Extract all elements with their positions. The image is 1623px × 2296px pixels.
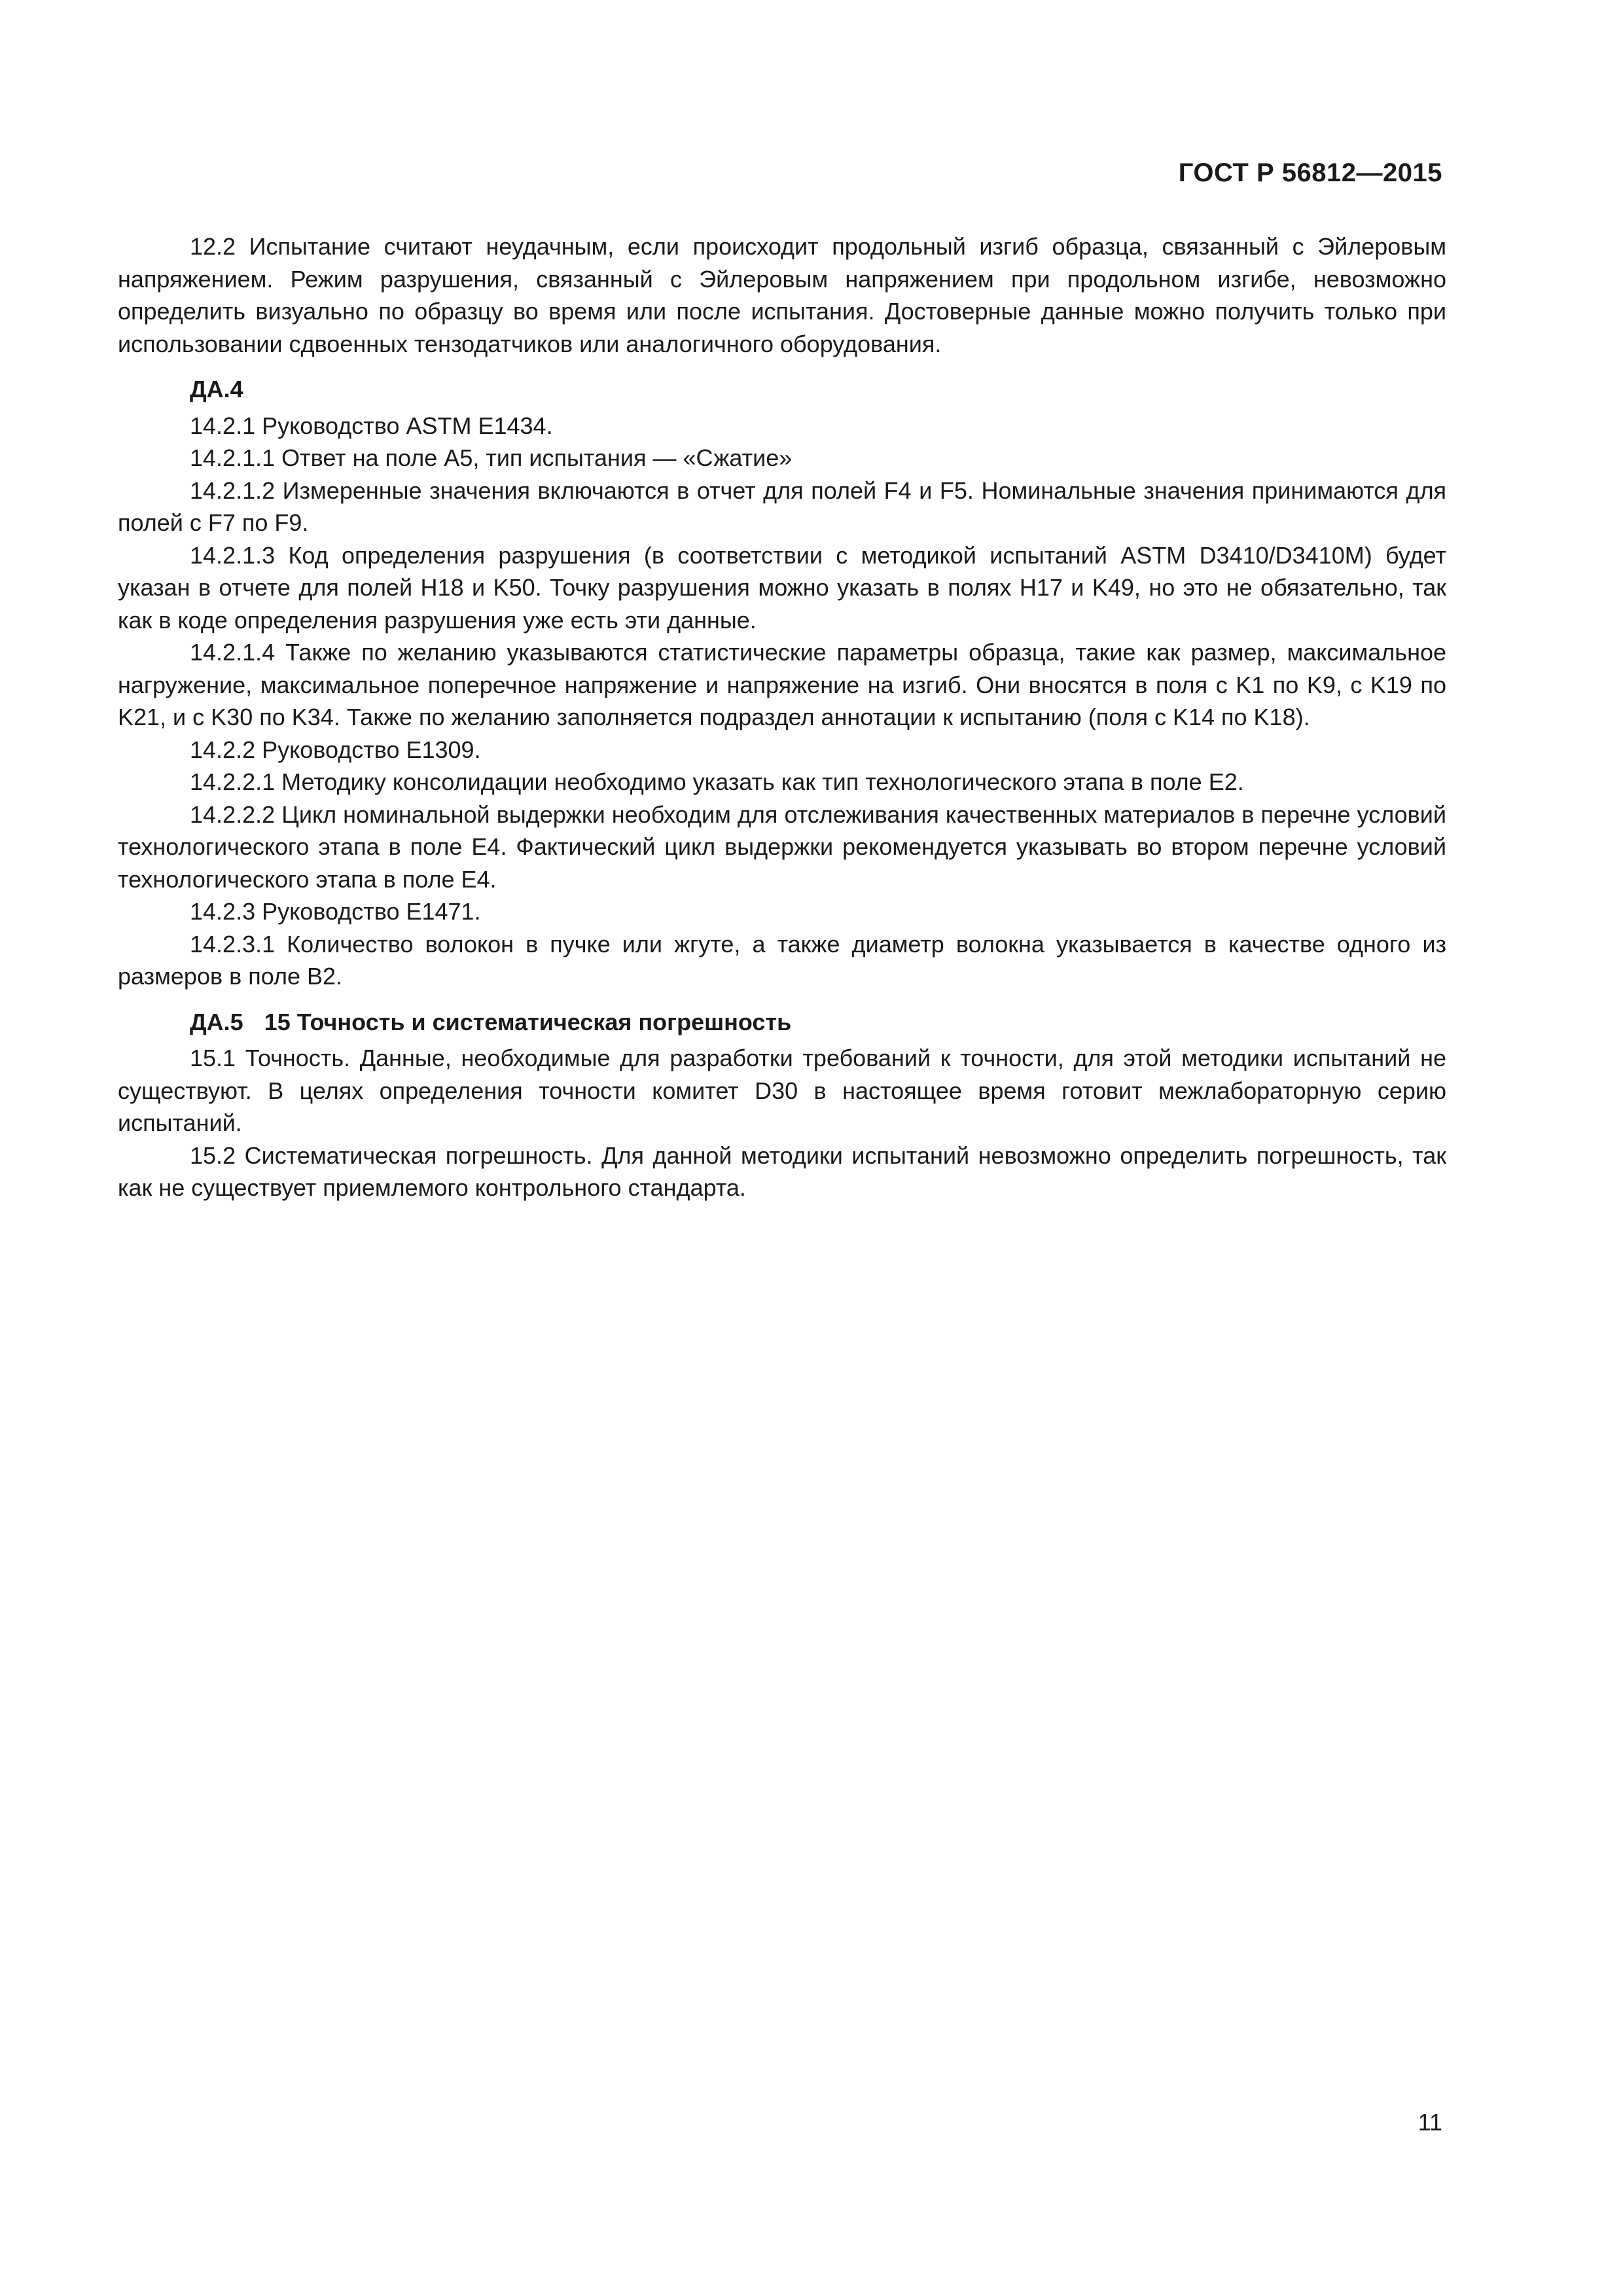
paragraph-14-2-1-1: 14.2.1.1 Ответ на поле А5, тип испытания — «Сжатие» [190, 444, 793, 471]
page-number: 11 [1418, 2109, 1442, 2136]
section-heading-da5 [118, 1006, 1446, 1039]
paragraph-15-1: 15.1 Точность. Данные, необходимые для разработки требований к точности, для этой методики испытаний не существуют. В целях определения точности комитет D30 в настоящее время готовит межлабораторную серию испытаний. [118, 1045, 1446, 1136]
section-label: ДА.5 [190, 1008, 243, 1035]
paragraph-14-2-3: 14.2.3 Руководство E1471. [190, 898, 481, 925]
paragraph-12-2: 12.2 Испытание считают неудачным, если происходит продольный изгиб образца, связанный с Эйлеровым напряжением. Режим разрушения, связанный с Эйлеровым напряжением при продольном изгибе, невозможно определить визуально по образцу во время или после испытания. Достоверные данные можно получить только при использовании сдвоенных тензодатчиков или аналогичного оборудования. [118, 233, 1446, 357]
paragraph-14-2-1-4: 14.2.1.4 Также по желанию указываются статистические параметры образца, такие как размер, максимальное нагружение, максимальное поперечное напряжение и напряжение на изгиб. Они вносятся в поля с K1 по K9, с K19 по K21, и с K30 по K34. Также по желанию заполняется подраздел аннотации к испытанию (поля с K14 по K18). [118, 639, 1446, 730]
section-label: ДА.4 [190, 376, 243, 403]
page-body [118, 230, 1446, 1204]
paragraph-14-2-2-2: 14.2.2.2 Цикл номинальной выдержки необходим для отслеживания качественных материалов в перечне условий технологического этапа в поле E4. Фактический цикл выдержки рекомендуется указывать во втором перечне условий технологического этапа в поле E4. [118, 800, 1446, 893]
section-title: 15 Точность и систематическая погрешность [264, 1008, 792, 1035]
paragraph-14-2-1-2: 14.2.1.2 Измеренные значения включаются в отчет для полей F4 и F5. Номинальные значения принимаются для полей с F7 по F9. [118, 476, 1446, 536]
paragraph-14-2-1: 14.2.1 Руководство ASTM E1434. [190, 412, 553, 439]
paragraph-14-2-1-3: 14.2.1.3 Код определения разрушения (в соответствии с методикой испытаний ASTM D3410/D3410M) будет указан в отчете для полей H18 и K50. Точку разрушения можно указать в полях H17 и K49, но это не обязательно, так как в коде определения разрушения уже есть эти данные. [118, 541, 1446, 634]
section-heading-da4 [118, 373, 1446, 406]
paragraph-14-2-3-1: 14.2.3.1 Количество волокон в пучке или жгуте, а также диаметр волокна указывается в качестве одного из размеров в поле B2. [118, 930, 1446, 990]
paragraph-15-2: 15.2 Систематическая погрешность. Для данной методики испытаний невозможно определить погрешность, так как не существует приемлемого контрольного стандарта. [118, 1141, 1446, 1201]
document-code-header: ГОСТ Р 56812—2015 [1178, 158, 1442, 187]
paragraph-14-2-2-1: 14.2.2.1 Методику консолидации необходимо указать как тип технологического этапа в поле E2. [190, 768, 1244, 795]
paragraph-14-2-2: 14.2.2 Руководство E1309. [190, 736, 481, 763]
